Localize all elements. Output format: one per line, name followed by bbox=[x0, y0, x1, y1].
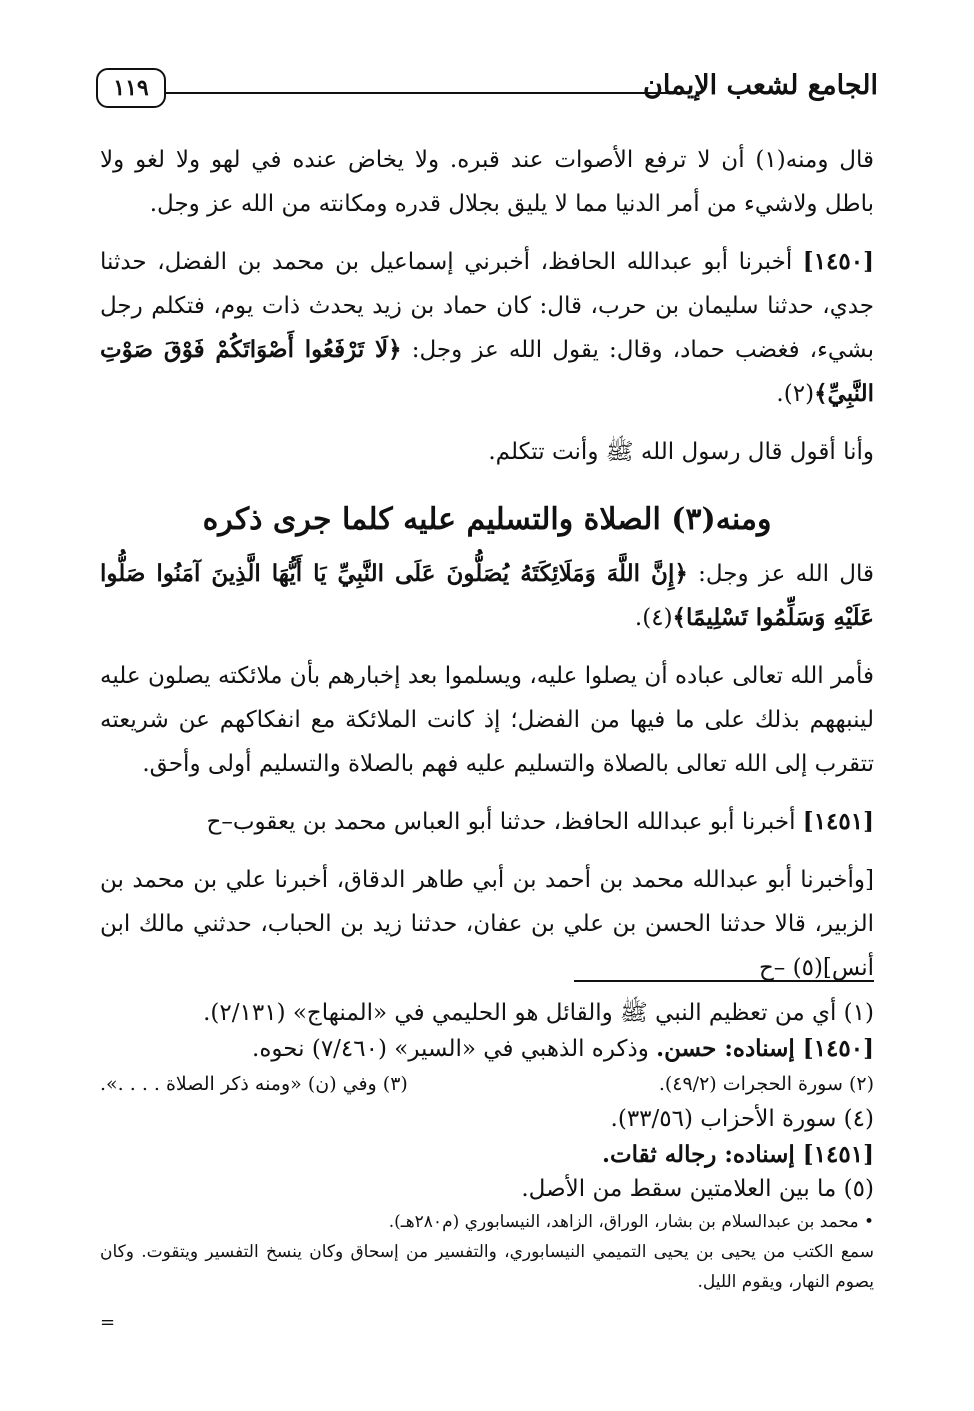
header-rule bbox=[166, 92, 668, 94]
paragraph-chain: [وأخبرنا أبو عبدالله محمد بن أحمد بن أبي طاهر الدقاق، أخبرنا علي بن محمد بن الزبير، قالا حدثنا الحسن بن علي بن عفان، حدثنا زيد بن الحباب، حدثني مالك ابن أنس](٥) –ح bbox=[100, 867, 874, 981]
quran-verse: ﴿إِنَّ اللَّهَ وَمَلَائِكَتَهُ يُصَلُّونَ عَلَى النَّبِيِّ يَا أَيُّهَا الَّذِينَ آمَنُوا صَلُّوا عَلَيْهِ وَسَلِّمُوا تَسْلِيمًا﴾ bbox=[100, 560, 874, 631]
hadith-text: أخبرنا أبو عبدالله الحافظ، حدثنا أبو العباس محمد بن يعقوب–ح bbox=[206, 809, 796, 835]
footnote-5: (٥) ما بين العلامتين سقط من الأصل. bbox=[521, 1176, 874, 1202]
verse-paragraph bbox=[100, 552, 874, 640]
biography-text: سمع الكتب من يحيى بن يحيى التميمي النيسابوري، والتفسير من إسحاق وكان ينسخ التفسير ويتقوت. وكان يصوم النهار، ويقوم الليل. bbox=[100, 1242, 874, 1292]
paragraph-command: فأمر الله تعالى عباده أن يصلوا عليه، ويسلموا بعد إخبارهم بأن ملائكته يصلون عليه لينبههم بذلك على ما فيها من الفضل؛ إذ كانت الملائكة مع انفكاكهم عن شريعته تتقرب إلى الله تعالى بالصلاة والتسليم عليه فهم بالصلاة والتسليم أولى وأحق. bbox=[100, 663, 874, 777]
footnote-ref: (٤). bbox=[634, 605, 673, 631]
verse-intro: قال الله عز وجل: bbox=[698, 561, 875, 587]
footnote-1: (١) أي من تعظيم النبي ﷺ والقائل هو الحليمي في «المنهاج» (٢/١٣١). bbox=[203, 1000, 874, 1026]
footnote-1450-label: [١٤٥٠] إسناده: حسن. bbox=[656, 1035, 874, 1062]
hadith-1450 bbox=[100, 240, 874, 416]
footnote-1450-text: وذكره الذهبي في «السير» (٧/٤٦٠) نحوه. bbox=[252, 1036, 649, 1062]
footnote-pair bbox=[100, 1067, 874, 1102]
quran-verse: ﴿لَا تَرْفَعُوا أَصْوَاتَكُمْ فَوْقَ صَوْتِ النَّبِيِّ﴾ bbox=[100, 336, 874, 407]
hadith-text: أخبرنا أبو عبدالله الحافظ، أخبرني إسماعيل بن محمد بن الفضل، حدثنا جدي، حدثنا سليمان بن حرب، قال: كان حماد بن زيد يحدث ذات يوم، فتكلم رجل بشيء، فغضب حماد، وقال: يقول الله عز وجل: bbox=[100, 249, 875, 363]
footnote-ref: (٢). bbox=[776, 381, 815, 407]
footnote-4: (٤) سورة الأحزاب (٣٣/٥٦). bbox=[610, 1106, 874, 1132]
section-heading: ومنه(٣) الصلاة والتسليم عليه كلما جرى ذكره bbox=[202, 502, 772, 537]
footnote-1450 bbox=[100, 1031, 874, 1067]
footnotes bbox=[100, 996, 874, 1297]
paragraph-speaking: وأنا أقول قال رسول الله ﷺ وأنت تتكلم. bbox=[488, 439, 874, 465]
running-header bbox=[96, 62, 878, 122]
hadith-number: [١٤٥٠] bbox=[802, 248, 874, 275]
footnote-1451: [١٤٥١] إسناده: رجاله ثقات. bbox=[602, 1141, 874, 1168]
footnote-separator bbox=[574, 980, 874, 982]
hadith-1451 bbox=[100, 800, 874, 844]
footnote-3: (٣) وفي (ن) «ومنه ذكر الصلاة . . . .». bbox=[100, 1073, 408, 1095]
main-text bbox=[100, 138, 874, 990]
hadith-number: [١٤٥١] bbox=[802, 808, 874, 835]
continuation-mark: = bbox=[100, 1312, 116, 1333]
footnote-2: (٢) سورة الحجرات (٤٩/٢). bbox=[658, 1073, 874, 1095]
page-number: ١١٩ bbox=[96, 68, 166, 108]
biography-title: • محمد بن عبدالسلام بن بشار، الوراق، الزاهد، النيسابوري (م٢٨٠هـ). bbox=[388, 1212, 874, 1232]
book-title: الجامع لشعب الإيمان bbox=[643, 70, 878, 101]
paragraph-grave-etiquette: قال ومنه(١) أن لا ترفع الأصوات عند قبره. ولا يخاض عنده في لهو ولا لغو ولا باطل ولاشيء من أمر الدنيا مما لا يليق بجلال قدره ومكانته من الله عز وجل. bbox=[100, 147, 874, 217]
